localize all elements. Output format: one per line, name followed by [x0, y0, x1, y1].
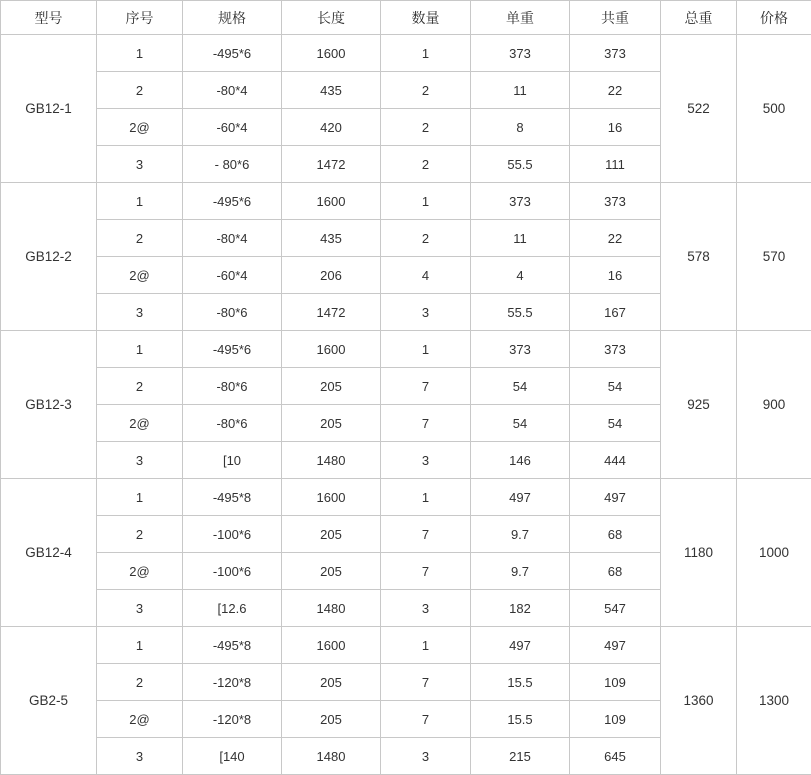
- unit-weight-cell: 15.5: [471, 664, 570, 701]
- unit-weight-cell: 146: [471, 442, 570, 479]
- unit-weight-cell: 373: [471, 183, 570, 220]
- total-weight-cell: 16: [570, 257, 661, 294]
- total-weight-cell: 54: [570, 405, 661, 442]
- unit-weight-cell: 55.5: [471, 146, 570, 183]
- length-cell: 435: [282, 220, 381, 257]
- unit-weight-cell: 11: [471, 220, 570, 257]
- total-weight-cell: 373: [570, 183, 661, 220]
- spec-cell: -495*6: [183, 183, 282, 220]
- quantity-cell: 1: [381, 479, 471, 516]
- sequence-cell: 2: [97, 72, 183, 109]
- spec-cell: [140: [183, 738, 282, 775]
- table-body: [1, 35, 811, 775]
- header-unit-weight: 单重: [471, 1, 570, 35]
- unit-weight-cell: 215: [471, 738, 570, 775]
- length-cell: 1600: [282, 183, 381, 220]
- unit-weight-cell: 54: [471, 405, 570, 442]
- spec-cell: -80*6: [183, 405, 282, 442]
- total-weight-cell: 373: [570, 331, 661, 368]
- length-cell: 1600: [282, 479, 381, 516]
- length-cell: 1480: [282, 590, 381, 627]
- quantity-cell: 7: [381, 405, 471, 442]
- quantity-cell: 2: [381, 220, 471, 257]
- total-weight-cell: 22: [570, 220, 661, 257]
- length-cell: 1600: [282, 35, 381, 72]
- sequence-cell: 1: [97, 331, 183, 368]
- gross-weight-cell: 522: [661, 35, 737, 183]
- gross-weight-cell: 578: [661, 183, 737, 331]
- gross-weight-cell: 1180: [661, 479, 737, 627]
- quantity-cell: 7: [381, 368, 471, 405]
- quantity-cell: 7: [381, 701, 471, 738]
- header-model: 型号: [1, 1, 97, 35]
- sequence-cell: 1: [97, 479, 183, 516]
- length-cell: 205: [282, 516, 381, 553]
- unit-weight-cell: 497: [471, 479, 570, 516]
- spec-cell: -495*8: [183, 627, 282, 664]
- spec-cell: -80*6: [183, 294, 282, 331]
- quantity-cell: 7: [381, 553, 471, 590]
- price-cell: 500: [737, 35, 811, 183]
- total-weight-cell: 111: [570, 146, 661, 183]
- total-weight-cell: 497: [570, 479, 661, 516]
- model-cell: GB12-1: [1, 35, 97, 183]
- total-weight-cell: 497: [570, 627, 661, 664]
- sequence-cell: 2@: [97, 701, 183, 738]
- quantity-cell: 3: [381, 590, 471, 627]
- sequence-cell: 2@: [97, 405, 183, 442]
- quantity-cell: 3: [381, 294, 471, 331]
- sequence-cell: 3: [97, 442, 183, 479]
- unit-weight-cell: 15.5: [471, 701, 570, 738]
- price-cell: 1000: [737, 479, 811, 627]
- header-length: 长度: [282, 1, 381, 35]
- sequence-cell: 2: [97, 664, 183, 701]
- sequence-cell: 1: [97, 627, 183, 664]
- total-weight-cell: 109: [570, 701, 661, 738]
- header-quantity: 数量: [381, 1, 471, 35]
- header-gross-weight: 总重: [661, 1, 737, 35]
- length-cell: 205: [282, 368, 381, 405]
- gross-weight-cell: 925: [661, 331, 737, 479]
- quantity-cell: 1: [381, 627, 471, 664]
- total-weight-cell: 444: [570, 442, 661, 479]
- sequence-cell: 2@: [97, 109, 183, 146]
- total-weight-cell: 547: [570, 590, 661, 627]
- sequence-cell: 1: [97, 183, 183, 220]
- length-cell: 205: [282, 664, 381, 701]
- model-cell: GB12-4: [1, 479, 97, 627]
- length-cell: 1472: [282, 146, 381, 183]
- length-cell: 206: [282, 257, 381, 294]
- quantity-cell: 2: [381, 109, 471, 146]
- sequence-cell: 3: [97, 294, 183, 331]
- quantity-cell: 2: [381, 72, 471, 109]
- length-cell: 205: [282, 701, 381, 738]
- unit-weight-cell: 9.7: [471, 516, 570, 553]
- table-row: [1, 627, 811, 664]
- spec-cell: -120*8: [183, 664, 282, 701]
- unit-weight-cell: 9.7: [471, 553, 570, 590]
- spec-cell: -495*6: [183, 331, 282, 368]
- quantity-cell: 2: [381, 146, 471, 183]
- length-cell: 1480: [282, 738, 381, 775]
- quantity-cell: 4: [381, 257, 471, 294]
- spec-cell: -80*4: [183, 72, 282, 109]
- unit-weight-cell: 55.5: [471, 294, 570, 331]
- unit-weight-cell: 373: [471, 35, 570, 72]
- table-row: [1, 479, 811, 516]
- length-cell: 1600: [282, 627, 381, 664]
- spec-cell: [10: [183, 442, 282, 479]
- spec-cell: [12.6: [183, 590, 282, 627]
- price-cell: 1300: [737, 627, 811, 775]
- header-sequence: 序号: [97, 1, 183, 35]
- sequence-cell: 3: [97, 738, 183, 775]
- table-row: [1, 331, 811, 368]
- header-total-weight: 共重: [570, 1, 661, 35]
- quantity-cell: 3: [381, 738, 471, 775]
- price-cell: 570: [737, 183, 811, 331]
- sequence-cell: 2: [97, 220, 183, 257]
- total-weight-cell: 109: [570, 664, 661, 701]
- spec-cell: - 80*6: [183, 146, 282, 183]
- total-weight-cell: 373: [570, 35, 661, 72]
- quantity-cell: 1: [381, 331, 471, 368]
- table-header: [1, 1, 811, 35]
- sequence-cell: 2@: [97, 257, 183, 294]
- length-cell: 1472: [282, 294, 381, 331]
- spec-cell: -60*4: [183, 257, 282, 294]
- quantity-cell: 3: [381, 442, 471, 479]
- total-weight-cell: 22: [570, 72, 661, 109]
- total-weight-cell: 68: [570, 553, 661, 590]
- spec-cell: -495*6: [183, 35, 282, 72]
- spec-cell: -80*6: [183, 368, 282, 405]
- header-row: [1, 1, 811, 35]
- total-weight-cell: 54: [570, 368, 661, 405]
- gross-weight-cell: 1360: [661, 627, 737, 775]
- sequence-cell: 3: [97, 590, 183, 627]
- length-cell: 420: [282, 109, 381, 146]
- sequence-cell: 2@: [97, 553, 183, 590]
- spec-cell: -100*6: [183, 516, 282, 553]
- sequence-cell: 2: [97, 516, 183, 553]
- table-row: [1, 35, 811, 72]
- sequence-cell: 3: [97, 146, 183, 183]
- unit-weight-cell: 11: [471, 72, 570, 109]
- quantity-cell: 7: [381, 664, 471, 701]
- spec-cell: -495*8: [183, 479, 282, 516]
- quantity-cell: 7: [381, 516, 471, 553]
- unit-weight-cell: 182: [471, 590, 570, 627]
- length-cell: 205: [282, 405, 381, 442]
- sequence-cell: 2: [97, 368, 183, 405]
- spec-cell: -80*4: [183, 220, 282, 257]
- table-row: [1, 183, 811, 220]
- total-weight-cell: 68: [570, 516, 661, 553]
- unit-weight-cell: 373: [471, 331, 570, 368]
- length-cell: 1600: [282, 331, 381, 368]
- total-weight-cell: 16: [570, 109, 661, 146]
- model-cell: GB12-2: [1, 183, 97, 331]
- length-cell: 205: [282, 553, 381, 590]
- total-weight-cell: 645: [570, 738, 661, 775]
- header-spec: 规格: [183, 1, 282, 35]
- header-price: 价格: [737, 1, 811, 35]
- sequence-cell: 1: [97, 35, 183, 72]
- length-cell: 1480: [282, 442, 381, 479]
- unit-weight-cell: 497: [471, 627, 570, 664]
- total-weight-cell: 167: [570, 294, 661, 331]
- unit-weight-cell: 54: [471, 368, 570, 405]
- model-cell: GB12-3: [1, 331, 97, 479]
- price-cell: 900: [737, 331, 811, 479]
- spec-cell: -60*4: [183, 109, 282, 146]
- unit-weight-cell: 4: [471, 257, 570, 294]
- unit-weight-cell: 8: [471, 109, 570, 146]
- length-cell: 435: [282, 72, 381, 109]
- model-cell: GB2-5: [1, 627, 97, 775]
- quantity-cell: 1: [381, 35, 471, 72]
- spec-cell: -120*8: [183, 701, 282, 738]
- spec-cell: -100*6: [183, 553, 282, 590]
- quantity-cell: 1: [381, 183, 471, 220]
